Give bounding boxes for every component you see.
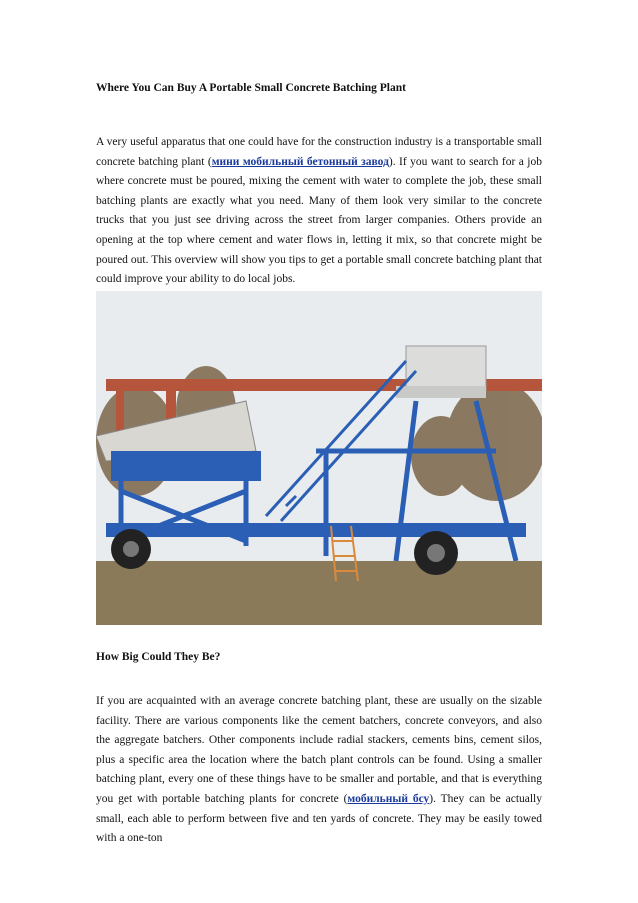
mobile-bsu-link[interactable]: мобильный бсу — [347, 792, 430, 805]
intro-text-before-link: A very useful apparatus that one could have for the construction industry is a transportable small concrete batching plant ( — [96, 136, 542, 168]
ground — [96, 561, 542, 625]
section-heading-size: How Big Could They Be? — [96, 651, 221, 663]
batching-plant-illustration — [96, 291, 542, 625]
batching-plant-photo — [96, 291, 542, 625]
document-title: Where You Can Buy A Portable Small Concrete Batching Plant — [96, 82, 406, 94]
intro-paragraph — [96, 133, 542, 290]
intro-text-after-link: ). If you want to search for a job where concrete must be poured, mixing the cement with water to complete the job, these small batching plants are exactly what you need. Many of them look very similar to the concrete trucks that you just see driving across the street from larger companies. Others provide an opening at the top where cement and water flows in, letting it mix, so that concrete might be poured out. This overview will show you tips to get a portable small concrete batching plant that could improve your ability to do local jobs. — [96, 155, 542, 286]
chassis — [106, 523, 526, 537]
size-paragraph — [96, 692, 542, 849]
size-text-after-link: ). They can be actually small, each able to perform between five and ten yards of concrete. They may be easily towed with a one-ton — [96, 792, 543, 845]
mini-mobile-plant-link[interactable]: мини мобильный бетонный завод — [211, 155, 389, 168]
size-text-before-link: If you are acquainted with an average concrete batching plant, these are usually on the sizable facility. There are various components like the cement batchers, concrete conveyors, and also the aggregate batchers. Other components include radial stackers, cements bins, cement silos, plus a specific area the location where the batch plant controls can be found. Using a smaller batching plant, every one of these things have to be smaller and portable, and that is everything you get with portable batching plants for concrete ( — [96, 695, 542, 805]
mixer-top — [396, 346, 486, 398]
